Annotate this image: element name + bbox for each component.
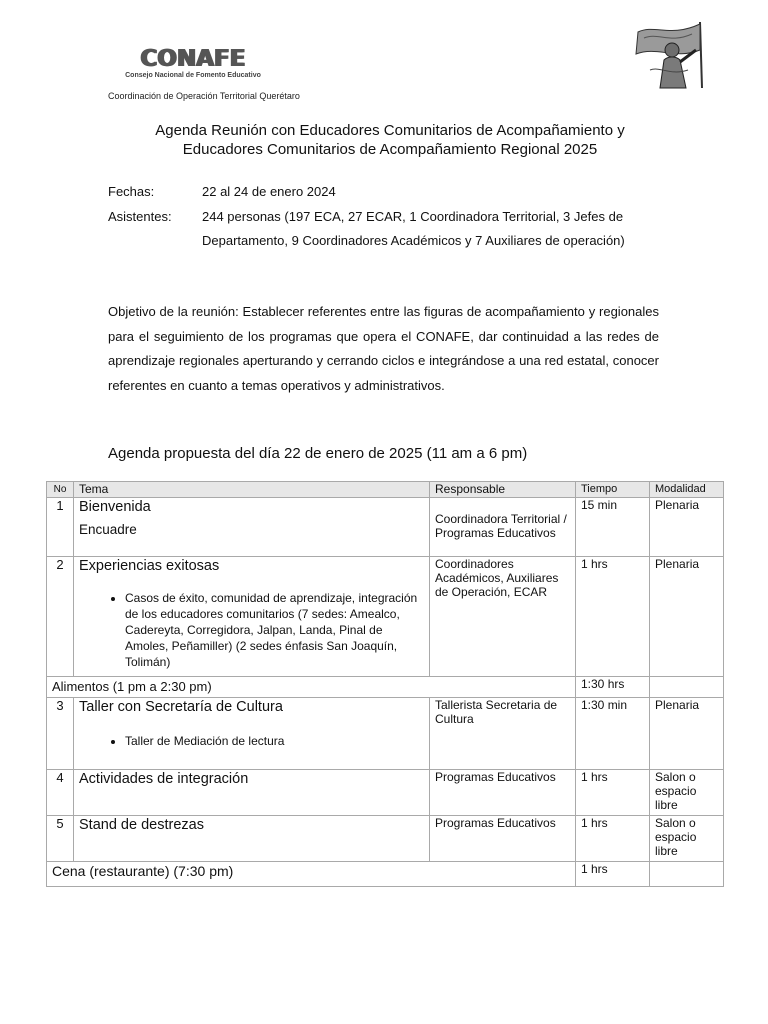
fechas-label: Fechas: (108, 184, 155, 199)
table-row (47, 498, 724, 557)
row-no: 3 (47, 698, 74, 770)
row-no: 4 (47, 770, 74, 816)
row-modalidad: Salon o espacio libre (650, 816, 724, 862)
row-modalidad: Plenaria (650, 557, 724, 677)
row-tiempo: 1 hrs (576, 557, 650, 677)
meeting-details (108, 180, 668, 254)
agenda-table (46, 481, 724, 887)
row-tiempo: 1 hrs (576, 770, 650, 816)
objective-paragraph: Objetivo de la reunión: Establecer referentes entre las figuras de acompañamiento y regionales para el seguimiento de los programas que opera el CONAFE, dar continuidad a las redes de aprendizaje regionales aperturando y cerrando ciclos e integrándose a una red estatal, conocer referentes en cuanto a temas operativos y administrativos. (108, 304, 659, 393)
row-responsable: Coordinadora Territorial / Programas Educativos (430, 498, 576, 557)
row-tiempo: 1:30 min (576, 698, 650, 770)
row-responsable: Tallerista Secretaria de Cultura (430, 698, 576, 770)
row-modalidad: Salon o espacio libre (650, 770, 724, 816)
row-no: 2 (47, 557, 74, 677)
asistentes-row (108, 205, 668, 254)
row-tiempo: 1 hrs (576, 816, 650, 862)
title-line-1: Agenda Reunión con Educadores Comunitarios de Acompañamiento y (155, 122, 625, 139)
title-line-2: Educadores Comunitarios de Acompañamiento Regional 2025 (182, 141, 598, 158)
row-tiempo: 15 min (576, 498, 650, 557)
row-modalidad-empty (650, 677, 724, 698)
table-row (47, 816, 724, 862)
table-row-break (47, 862, 724, 887)
tema-title: Stand de destrezas (79, 817, 204, 833)
row-tiempo: 1 hrs (576, 862, 650, 887)
row-modalidad: Plenaria (650, 498, 724, 557)
fechas-row (108, 180, 668, 205)
table-row (47, 557, 724, 677)
flag-figure-emblem-icon (630, 20, 706, 90)
row-no: 5 (47, 816, 74, 862)
tema-title: Taller con Secretaría de Cultura (79, 699, 283, 715)
row-responsable: Programas Educativos (430, 816, 576, 862)
table-row-break (47, 677, 724, 698)
header-tiempo: Tiempo (576, 482, 650, 498)
asistentes-value: 244 personas (197 ECA, 27 ECAR, 1 Coordinadora Territorial, 3 Jefes de Departamento, 9 Coordinadores Académicos y 7 Auxiliares de operación) (202, 208, 625, 248)
document-title (60, 121, 720, 159)
logo-subtitle: Consejo Nacional de Fomento Educativo (125, 72, 261, 79)
header-no: No (47, 482, 74, 498)
row-responsable: Programas Educativos (430, 770, 576, 816)
tema-bullet-list (79, 590, 424, 670)
list-item: • Casos de éxito, comunidad de aprendizaje, integración de los educadores comunitarios (7 sedes: Amealco, Cadereyta, Corregidora, Jalpan, Landa, Pinal de Amoles, Peñamiller) (2 sedes énfasis San Joaquín, Tolimán) (125, 590, 424, 670)
row-modalidad-empty (650, 862, 724, 887)
table-header-row (47, 482, 724, 498)
list-item: • Taller de Mediación de lectura (125, 733, 424, 749)
agenda-heading: Agenda propuesta del día 22 de enero de 2025 (11 am a 6 pm) (108, 445, 528, 462)
conafe-logo (118, 48, 268, 79)
row-tema (74, 770, 430, 816)
header-responsable: Responsable (430, 482, 576, 498)
tema-title: Actividades de integración (79, 771, 249, 787)
coordination-line: Coordinación de Operación Territorial Querétaro (108, 91, 300, 101)
row-tema (74, 816, 430, 862)
header-modalidad: Modalidad (650, 482, 724, 498)
fechas-value: 22 al 24 de enero 2024 (202, 184, 336, 199)
row-modalidad: Plenaria (650, 698, 724, 770)
asistentes-label: Asistentes: (108, 208, 172, 224)
row-tema (74, 698, 430, 770)
table-row (47, 770, 724, 816)
row-tema (74, 498, 430, 557)
tema-bullet-list (79, 733, 424, 749)
tema-subtitle: Encuadre (79, 522, 137, 537)
row-tiempo: 1:30 hrs (576, 677, 650, 698)
row-responsable: Coordinadores Académicos, Auxiliares de Operación, ECAR (430, 557, 576, 677)
break-label: Alimentos (1 pm a 2:30 pm) (47, 677, 576, 698)
header-tema: Tema (74, 482, 430, 498)
tema-title: Bienvenida (79, 499, 151, 515)
row-no: 1 (47, 498, 74, 557)
logo-wordmark: CONAFE (140, 46, 246, 72)
break-label: Cena (restaurante) (7:30 pm) (47, 862, 576, 887)
row-tema (74, 557, 430, 677)
tema-title: Experiencias exitosas (79, 558, 220, 574)
table-row (47, 698, 724, 770)
